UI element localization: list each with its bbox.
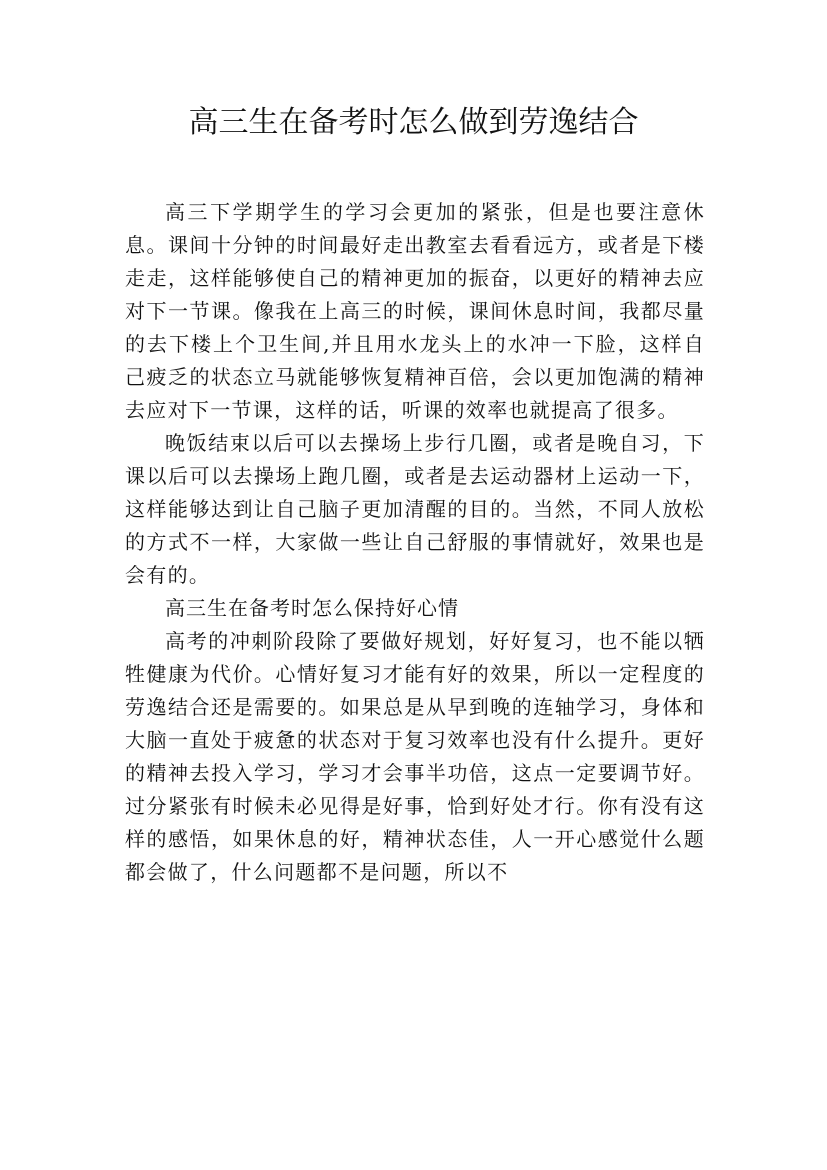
paragraph-3: 高考的冲刺阶段除了要做好规划，好好复习，也不能以牺牲健康为代价。心情好复习才能有好的效果，所以一定程度的劳逸结合还是需要的。如果总是从早到晚的连轴学习，身体和大脑一直处于疲惫的状态对于复习效率也没有什么提升。更好的精神去投入学习，学习才会事半功倍，这点一定要调节好。过分紧张有时候未必见得是好事，恰到好处才行。你有没有这样的感悟，如果休息的好，精神状态佳，人一开心感觉什么题都会做了，什么问题都不是问题，所以不	[125, 629, 705, 884]
document-title: 高三生在备考时怎么做到劳逸结合	[188, 105, 639, 140]
section-subheading: 高三生在备考时怎么保持好心情	[165, 596, 459, 620]
paragraph-2: 晚饭结束以后可以去操场上步行几圈，或者是晚自习，下课以后可以去操场上跑几圈，或者是去运动器材上运动一下，这样能够达到让自己脑子更加清醒的目的。当然，不同人放松的方式不一样，大家做一些让自己舒服的事情就好，效果也是会有的。	[125, 431, 705, 587]
paragraph-1: 高三下学期学生的学习会更加的紧张，但是也要注意休息。课间十分钟的时间最好走出教室去看看远方，或者是下楼走走，这样能够使自己的精神更加的振奋，以更好的精神去应对下一节课。像我在上高三的时候，课间休息时间，我都尽量的去下楼上个卫生间,并且用水龙头上的水冲一下脸，这样自己疲乏的状态立马就能够恢复精神百倍，会以更加饱满的精神去应对下一节课，这样的话，听课的效率也就提高了很多。	[125, 200, 705, 422]
document-body	[125, 196, 705, 889]
